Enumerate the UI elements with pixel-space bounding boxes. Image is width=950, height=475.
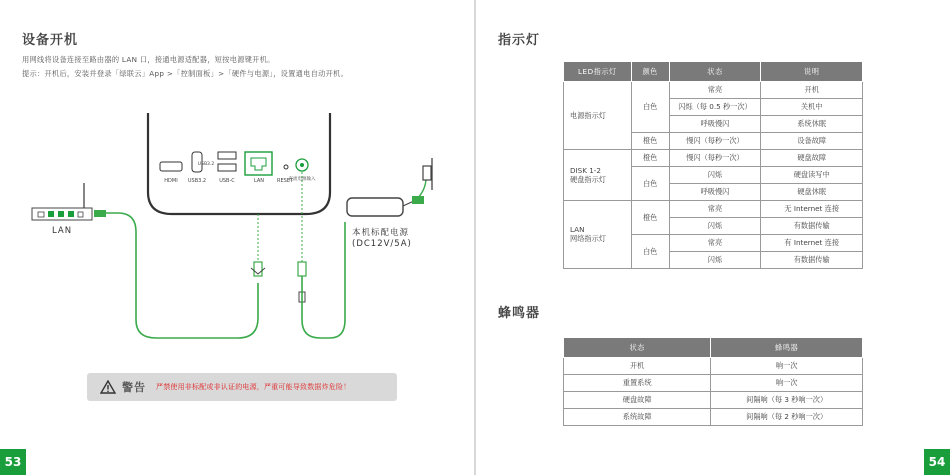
usb-port-icon bbox=[218, 152, 236, 159]
buzzer-status-cell: 系统故障 bbox=[564, 409, 711, 426]
right-page bbox=[476, 0, 950, 475]
desc-cell: 硬盘故障 bbox=[761, 150, 863, 167]
buzzer-status-cell: 硬盘故障 bbox=[564, 392, 711, 409]
warning-box bbox=[87, 373, 397, 401]
led-table bbox=[563, 61, 863, 269]
buzzer-cell: 间隔响（每 2 秒响一次） bbox=[711, 409, 863, 426]
lan-plug-router-icon bbox=[94, 210, 106, 217]
color-cell: 橙色 bbox=[631, 133, 669, 150]
status-cell: 慢闪（每秒一次） bbox=[669, 133, 761, 150]
dc-plug-icon bbox=[298, 262, 306, 276]
status-cell: 闪烁 bbox=[669, 218, 761, 235]
color-cell: 白色 bbox=[631, 82, 669, 133]
page-number-right: 54 bbox=[924, 449, 950, 475]
color-cell: 橙色 bbox=[631, 150, 669, 167]
lan-led-name-line1: LAN bbox=[570, 225, 585, 234]
port-label-reset: RESET bbox=[276, 178, 294, 184]
setup-intro-line1: 用网线将设备连接至路由器的 LAN 口，接通电源适配器，短按电源键开机。 bbox=[22, 55, 275, 64]
table-row bbox=[564, 358, 863, 375]
status-cell: 常亮 bbox=[669, 82, 761, 99]
indicator-title: 指示灯 bbox=[498, 33, 541, 48]
led-col-header: LED指示灯 bbox=[564, 62, 632, 82]
color-cell: 白色 bbox=[631, 167, 669, 201]
table-row bbox=[564, 201, 863, 218]
disk-led-name bbox=[564, 150, 632, 201]
lan-led-name-line2: 网络指示灯 bbox=[570, 234, 606, 243]
desc-cell: 系统休眠 bbox=[761, 116, 863, 133]
buzzer-header: 蜂鸣器 bbox=[711, 338, 863, 358]
buzzer-cell: 响一次 bbox=[711, 375, 863, 392]
desc-cell: 有数据传输 bbox=[761, 218, 863, 235]
table-row bbox=[564, 409, 863, 426]
buzzer-table-header bbox=[564, 338, 863, 358]
buzzer-status-cell: 重置系统 bbox=[564, 375, 711, 392]
desc-cell: 硬盘读写中 bbox=[761, 167, 863, 184]
buzzer-cell: 响一次 bbox=[711, 358, 863, 375]
table-row bbox=[564, 392, 863, 409]
setup-title: 设备开机 bbox=[22, 33, 79, 48]
led-table-header bbox=[564, 62, 863, 82]
status-cell: 闪烁（每 0.5 秒一次） bbox=[669, 99, 761, 116]
port-label-dc: 直流电源输入 bbox=[288, 177, 316, 182]
power-led-name: 电源指示灯 bbox=[564, 82, 632, 150]
desc-cell: 关机中 bbox=[761, 99, 863, 116]
hdmi-port-icon bbox=[160, 162, 182, 171]
desc-col-header: 说明 bbox=[761, 62, 863, 82]
table-row bbox=[564, 82, 863, 99]
adapter-label: 本机标配电源 bbox=[352, 228, 410, 238]
color-cell: 白色 bbox=[631, 235, 669, 269]
buzzer-status-cell: 开机 bbox=[564, 358, 711, 375]
disk-led-name-line1: DISK 1-2 bbox=[570, 165, 601, 175]
buzzer-cell: 间隔响（每 3 秒响一次） bbox=[711, 392, 863, 409]
status-cell: 慢闪（每秒一次） bbox=[669, 150, 761, 167]
adapter-spec: (DC12V/5A) bbox=[352, 239, 412, 249]
port-label-usb32: USB3.2 bbox=[187, 178, 207, 184]
desc-cell: 开机 bbox=[761, 82, 863, 99]
connection-diagram bbox=[0, 0, 474, 370]
port-label-hdmi: HDMI bbox=[164, 178, 178, 184]
desc-cell: 有 Internet 连接 bbox=[761, 235, 863, 252]
status-col-header: 状态 bbox=[669, 62, 761, 82]
status-cell: 常亮 bbox=[669, 235, 761, 252]
table-row bbox=[564, 375, 863, 392]
setup-intro-line2: 提示：开机后，安装并登录「绿联云」App >「控制面板」>「硬件与电源」，设置通电自动开机。 bbox=[22, 69, 349, 78]
reset-button-icon bbox=[284, 165, 288, 169]
left-page bbox=[0, 0, 474, 475]
port-label-usbc: USB-C bbox=[219, 178, 235, 184]
desc-cell: 无 Internet 连接 bbox=[761, 201, 863, 218]
warning-label: 警告 bbox=[122, 381, 146, 394]
wall-plug-icon bbox=[423, 166, 431, 180]
buzzer-title: 蜂鸣器 bbox=[498, 306, 541, 321]
warning-text: 严禁使用非标配或非认证的电源，严重可能导致数据炸危险！ bbox=[156, 383, 351, 391]
page-number-left: 53 bbox=[0, 449, 26, 475]
svg-text:USB3.2: USB3.2 bbox=[197, 162, 215, 167]
status-cell: 闪烁 bbox=[669, 252, 761, 269]
lan-label: LAN bbox=[52, 226, 73, 236]
desc-cell: 设备故障 bbox=[761, 133, 863, 150]
color-cell: 橙色 bbox=[631, 201, 669, 235]
status-cell: 闪烁 bbox=[669, 167, 761, 184]
lan-led-name bbox=[564, 201, 632, 269]
buzzer-table bbox=[563, 337, 863, 426]
status-cell: 呼吸慢闪 bbox=[669, 116, 761, 133]
color-col-header: 颜色 bbox=[631, 62, 669, 82]
status-cell: 呼吸慢闪 bbox=[669, 184, 761, 201]
lan-port-icon bbox=[245, 152, 272, 175]
buzzer-status-header: 状态 bbox=[564, 338, 711, 358]
desc-cell: 有数据传输 bbox=[761, 252, 863, 269]
port-label-lan: LAN bbox=[253, 178, 265, 184]
power-adapter-icon bbox=[347, 198, 403, 216]
disk-led-name-line2: 硬盘指示灯 bbox=[570, 174, 606, 184]
status-cell: 常亮 bbox=[669, 201, 761, 218]
warning-icon bbox=[100, 380, 116, 394]
desc-cell: 硬盘休眠 bbox=[761, 184, 863, 201]
table-row bbox=[564, 150, 863, 167]
